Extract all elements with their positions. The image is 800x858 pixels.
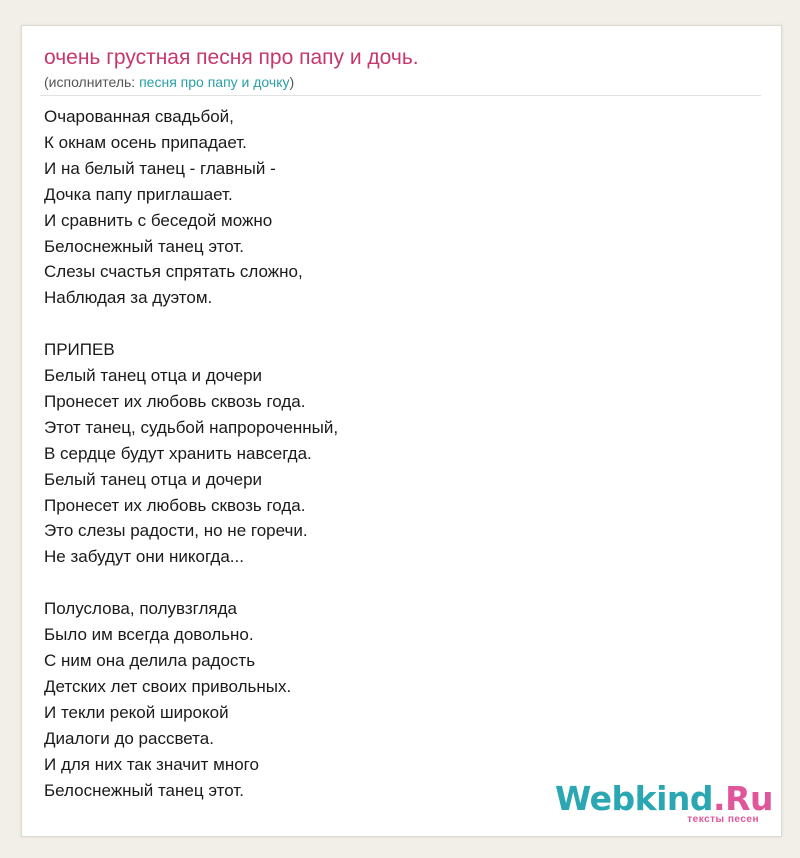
lyric-line: Диалоги до рассвета.	[44, 728, 214, 748]
lyric-line: Белый танец отца и дочери	[44, 366, 263, 386]
lyric-line: Пронесет их любовь сквозь года.	[44, 391, 306, 411]
artist-link[interactable]: песня про папу и дочку	[139, 74, 290, 90]
lyric-line: Белоснежный танец этот.	[44, 236, 244, 256]
lyric-line: Не забудут они никогда...	[44, 547, 244, 567]
stanza	[44, 104, 338, 311]
lyrics-text	[44, 104, 338, 829]
lyric-line: Белый танец отца и дочери	[44, 469, 263, 489]
artist-line	[44, 73, 294, 91]
webkind-logo[interactable]	[554, 779, 773, 829]
lyric-line: Детских лет своих привольных.	[44, 676, 292, 696]
lyric-line: И для них так значит много	[44, 754, 259, 774]
stanza	[44, 337, 338, 570]
lyric-line: Очарованная свадьбой,	[44, 107, 234, 126]
lyric-line: К окнам осень припадает.	[44, 132, 247, 152]
lyric-line: С ним она делила радость	[44, 651, 256, 670]
lyric-line: В сердце будут хранить навсегда.	[44, 443, 312, 463]
lyric-line: Слезы счастья спрятать сложно,	[44, 262, 303, 282]
lyric-line: Дочка папу приглашает.	[44, 184, 233, 204]
title-divider	[40, 95, 761, 96]
lyric-line: Белоснежный танец этот.	[44, 780, 244, 800]
logo-subtitle: тексты песен	[687, 814, 759, 825]
lyric-line: И на белый танец - главный -	[44, 158, 276, 178]
logo-main-text: Webkind	[554, 779, 714, 818]
logo-ru-text: .Ru	[713, 779, 773, 818]
lyric-line: И сравнить с беседой можно	[44, 210, 273, 230]
artist-suffix: )	[289, 74, 295, 90]
logo-wordmark	[555, 781, 773, 817]
lyric-line: И текли рекой широкой	[44, 702, 229, 722]
lyric-line: Полуслова, полувзгляда	[44, 599, 238, 619]
lyrics-card	[21, 25, 782, 837]
song-title: очень грустная песня про папу и дочь.	[44, 46, 419, 69]
stanza	[44, 596, 338, 803]
lyric-line: ПРИПЕВ	[44, 340, 115, 360]
lyric-line: Это слезы радости, но не горечи.	[44, 521, 308, 541]
lyric-line: Было им всегда довольно.	[44, 625, 254, 645]
artist-prefix: (исполнитель:	[44, 74, 140, 90]
lyric-line: Наблюдая за дуэтом.	[44, 288, 213, 308]
lyric-line: Этот танец, судьбой напророченный,	[44, 417, 339, 437]
lyric-line: Пронесет их любовь сквозь года.	[44, 495, 306, 515]
